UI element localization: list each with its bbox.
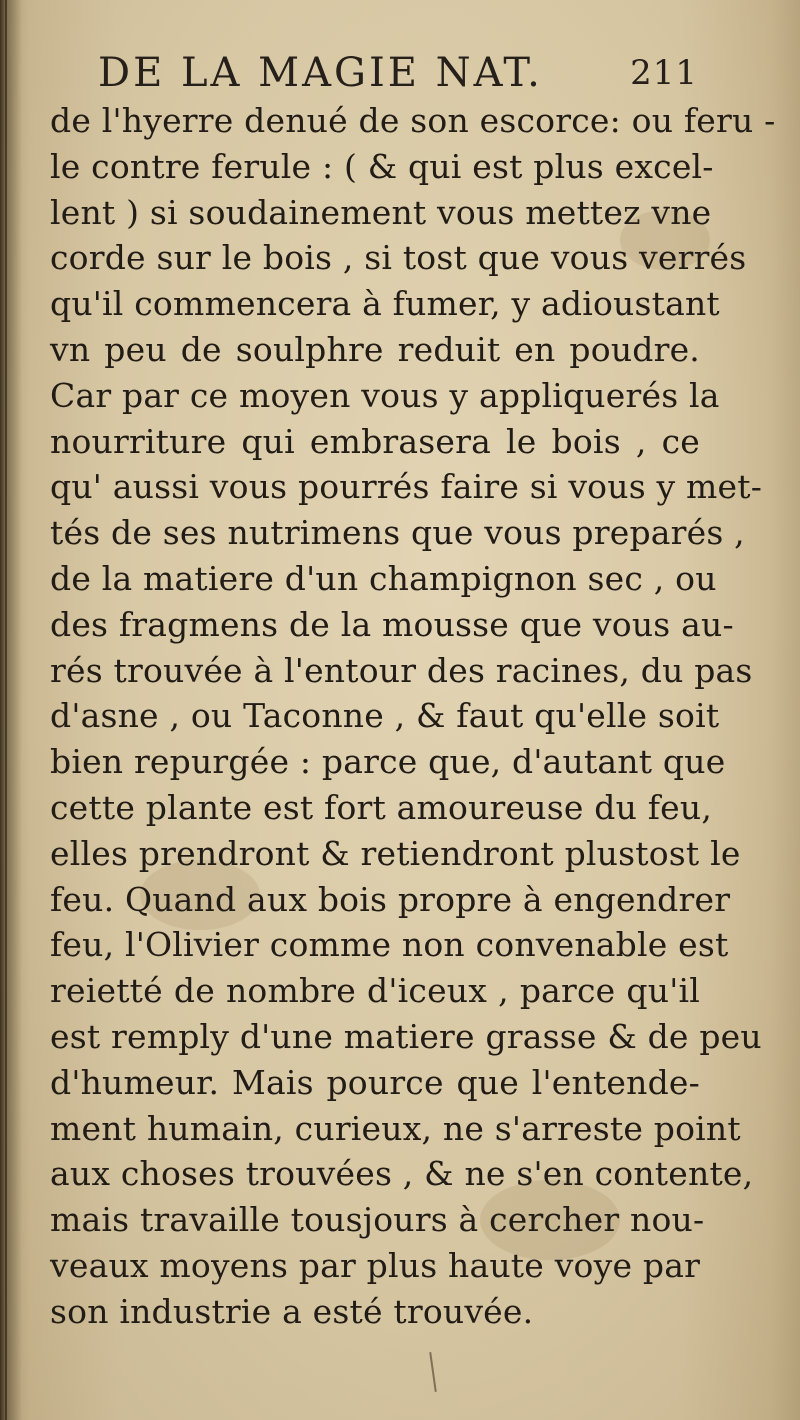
text-line: bien repurgée : parce que, d'autant que <box>50 742 726 782</box>
text-line: vn peu de soulphre reduit en poudre. <box>50 329 700 369</box>
text-line: est remply d'une matiere grasse & de peu <box>50 1016 762 1056</box>
text-line: ment humain, curieux, ne s'arreste point <box>50 1108 741 1148</box>
text-line: d'asne , ou Taconne , & faut qu'elle soit <box>50 696 720 736</box>
text-line: le contre ferule : ( & qui est plus excel- <box>50 146 714 186</box>
body-text <box>50 98 776 1335</box>
text-line: corde sur le bois , si tost que vous verrés <box>50 238 747 278</box>
text-line: lent ) si soudainement vous mettez vne <box>50 192 712 232</box>
text-line: tés de ses nutrimens que vous preparés , <box>50 513 745 553</box>
binding-gutter-edge <box>5 0 7 1420</box>
text-line: de la matiere d'un champignon sec , ou <box>50 558 717 598</box>
text-line: aux choses trouvées , & ne s'en contente, <box>50 1154 754 1194</box>
text-line: de l'hyerre denué de son escorce: ou feru - <box>50 101 776 140</box>
text-line: rés trouvée à l'entour des racines, du pas <box>50 650 753 690</box>
text-line: feu, l'Olivier comme non convenable est <box>50 925 729 965</box>
ink-mark <box>429 1352 437 1392</box>
text-line: d'humeur. Mais pource que l'entende- <box>50 1062 700 1102</box>
text-line: feu. Quand aux bois propre à engendrer <box>50 879 731 919</box>
binding-gutter-shadow <box>0 0 22 1420</box>
page-number: 211 <box>630 53 698 93</box>
text-line: reietté de nombre d'iceux , parce qu'il <box>50 971 700 1011</box>
text-line: qu'il commencera à fumer, y adioustant <box>50 284 720 324</box>
text-line: qu' aussi vous pourrés faire si vous y met- <box>50 467 763 507</box>
text-line: veaux moyens par plus haute voye par <box>50 1245 701 1285</box>
page-header <box>98 48 698 98</box>
text-line: cette plante est fort amoureuse du feu, <box>50 787 713 827</box>
text-line: elles prendront & retiendront plustost le <box>50 833 741 873</box>
text-line: mais travaille tousjours à cercher nou- <box>50 1200 705 1240</box>
text-line: nourriture qui embrasera le bois , ce <box>50 421 700 461</box>
running-head: DE LA MAGIE NAT. <box>98 50 543 96</box>
text-line: son industrie a esté trouvée. <box>50 1291 534 1331</box>
text-line: Car par ce moyen vous y appliquerés la <box>50 375 720 415</box>
text-line: des fragmens de la mousse que vous au- <box>50 604 734 644</box>
